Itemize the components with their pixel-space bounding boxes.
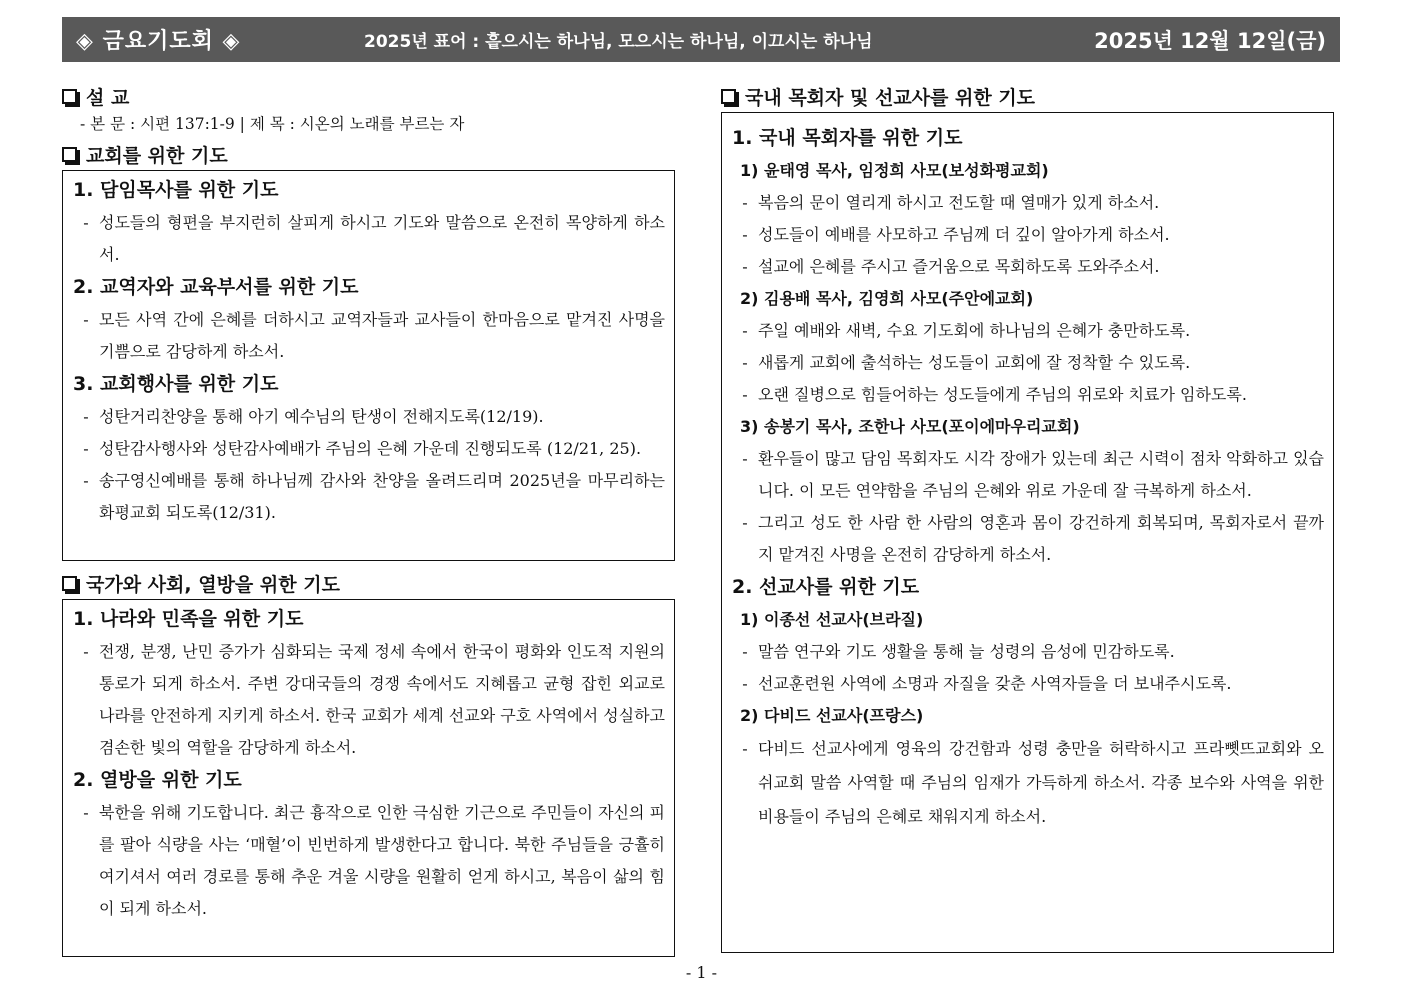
left-column — [62, 80, 675, 957]
group-heading: 2. 열방을 위한 기도 — [73, 769, 242, 791]
church-section-title: 교회를 위한 기도 — [62, 138, 675, 170]
checkbox-icon — [62, 576, 77, 591]
list-item: - 성탄감사행사와 성탄감사예배가 주님의 은혜 가운데 진행되도록 (12/21, 25). — [83, 439, 642, 458]
group-heading: 1. 나라와 민족을 위한 기도 — [73, 608, 304, 630]
page-title: ◈ 금요기도회 ◈ — [76, 29, 241, 54]
list-item: - 다비드 선교사에게 영육의 강건함과 성령 충만을 허락하시고 프라뼷뜨교회와 오쉬교회 말씀 사역할 때 주님의 임재가 가득하게 하소서. 각종 보수와 사역을 위한 비용들이 주님의 은혜로 채워지게 하소서. — [742, 739, 1324, 826]
list-item: - 성도들이 예배를 사모하고 주님께 더 깊이 알아가게 하소서. — [742, 225, 1170, 244]
church-prayer-box — [62, 170, 675, 561]
pastor-name: 3) 송봉기 목사, 조한나 사모(포이에마우리교회) — [740, 417, 1080, 436]
checkbox-icon — [721, 89, 736, 104]
sermon-section-title: 설 교 — [62, 80, 675, 112]
list-item: - 북한을 위해 기도합니다. 최근 흉작으로 인한 극심한 기근으로 주민들이 자신의 피를 팔아 식량을 사는 ‘매혈’이 빈번하게 발생한다고 합니다. 북한 주님들을 긍휼히 여기셔서 여러 경로를 통해 추운 겨울 시량을 원활히 얻게 하시고, 복음이 삶의 힘이 되게 하소서. — [83, 803, 665, 918]
list-item: - 전쟁, 분쟁, 난민 증가가 심화되는 국제 정세 속에서 한국이 평화와 인도적 지원의 통로가 되게 하소서. 주변 강대국들의 경쟁 속에서도 지혜롭고 균형 잡힌 외교로 나라를 안전하게 지키게 하소서. 한국 교회가 세계 선교와 구호 사역에서 성실하고 겸손한 빛의 역할을 감당하게 하소서. — [83, 642, 665, 757]
group-heading: 1. 담임목사를 위한 기도 — [73, 179, 279, 201]
list-item: - 선교훈련원 사역에 소명과 자질을 갖춘 사역자들을 더 보내주시도록. — [742, 674, 1232, 693]
pastors-section-title: 국내 목회자 및 선교사를 위한 기도 — [721, 80, 1334, 112]
list-item: - 오랜 질병으로 힘들어하는 성도들에게 주님의 위로와 치료가 임하도록. — [742, 385, 1247, 404]
group-heading: 2. 선교사를 위한 기도 — [732, 576, 920, 598]
year-motto: 2025년 표어 : 흩으시는 하나님, 모으시는 하나님, 이끄시는 하나님 — [364, 32, 873, 52]
group-heading: 2. 교역자와 교육부서를 위한 기도 — [73, 276, 359, 298]
header-bar — [62, 17, 1340, 62]
nation-section-title: 국가와 사회, 열방을 위한 기도 — [62, 567, 675, 599]
right-column — [721, 80, 1334, 953]
missionary-name: 2) 다비드 선교사(프랑스) — [740, 706, 924, 725]
list-item: - 복음의 문이 열리게 하시고 전도할 때 열매가 있게 하소서. — [742, 193, 1160, 212]
checkbox-icon — [62, 147, 77, 162]
group-heading: 1. 국내 목회자를 위한 기도 — [732, 127, 963, 149]
pastor-name: 2) 김용배 목사, 김영희 사모(주안에교회) — [740, 289, 1034, 308]
list-item: - 그리고 성도 한 사람 한 사람의 영혼과 몸이 강건하게 회복되며, 목회자로서 끝까지 맡겨진 사명을 온전히 감당하게 하소서. — [742, 513, 1324, 564]
list-item: - 주일 예배와 새벽, 수요 기도회에 하나님의 은혜가 충만하도록. — [742, 321, 1191, 340]
group-heading: 3. 교회행사를 위한 기도 — [73, 373, 279, 395]
list-item: - 설교에 은혜를 주시고 즐거움으로 목회하도록 도와주소서. — [742, 257, 1160, 276]
list-item: - 새롭게 교회에 출석하는 성도들이 교회에 잘 정착할 수 있도록. — [742, 353, 1191, 372]
pastors-prayer-box — [721, 112, 1334, 953]
checkbox-icon — [62, 89, 77, 104]
nation-prayer-box — [62, 599, 675, 957]
page-number: - 1 - — [685, 963, 718, 982]
list-item: - 환우들이 많고 담임 목회자도 시각 장애가 있는데 최근 시력이 점차 악화하고 있습니다. 이 모든 연약함을 주님의 은혜와 위로 가운데 잘 극복하게 하소서. — [742, 449, 1324, 500]
list-item: - 모든 사역 간에 은혜를 더하시고 교역자들과 교사들이 한마음으로 맡겨진 사명을 기쁨으로 감당하게 하소서. — [83, 310, 665, 361]
service-date: 2025년 12월 12일(금) — [1094, 28, 1326, 53]
missionary-name: 1) 이종선 선교사(브라질) — [740, 610, 924, 629]
list-item: - 송구영신예배를 통해 하나님께 감사와 찬양을 올려드리며 2025년을 마무리하는 화평교회 되도록(12/31). — [83, 471, 665, 522]
list-item: - 성탄거리찬양을 통해 아기 예수님의 탄생이 전해지도록(12/19). — [83, 407, 544, 426]
list-item: - 성도들의 형편을 부지런히 살피게 하시고 기도와 말씀으로 온전히 목양하게 하소서. — [83, 213, 665, 264]
pastor-name: 1) 윤태영 목사, 임정희 사모(보성화평교회) — [740, 161, 1049, 180]
sermon-info: - 본 문 : 시편 137:1-9 | 제 목 : 시온의 노래를 부르는 자 — [80, 115, 465, 133]
list-item: - 말씀 연구와 기도 생활을 통해 늘 성령의 음성에 민감하도록. — [742, 642, 1175, 661]
